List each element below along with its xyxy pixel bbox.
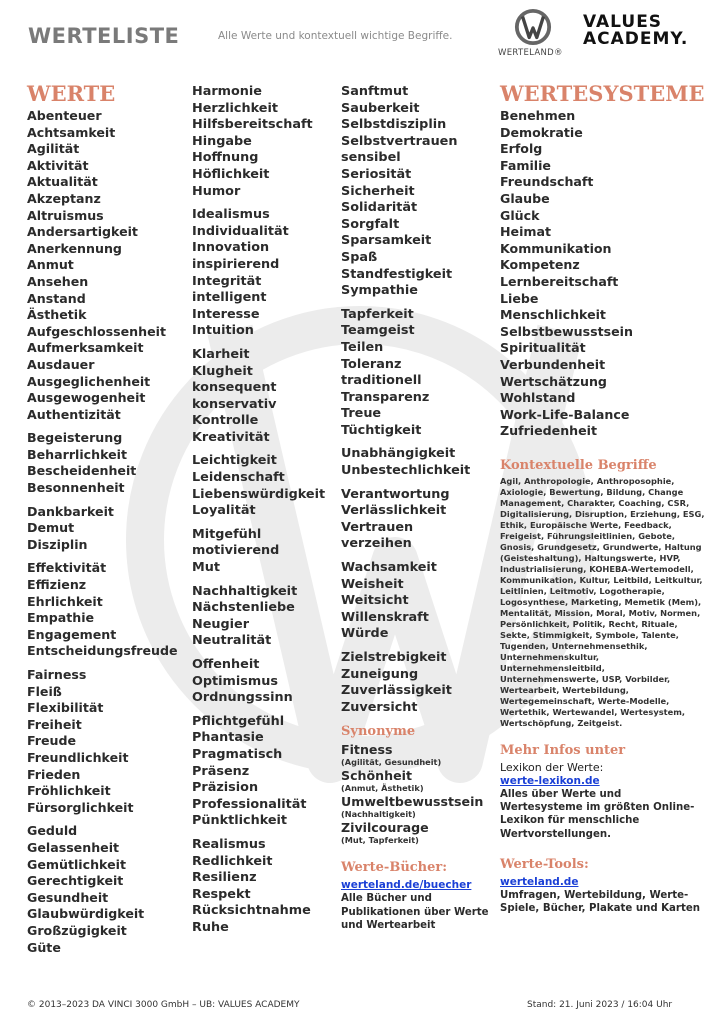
wert-item: inspirierend bbox=[192, 256, 280, 272]
wert-item: Agilität bbox=[27, 141, 80, 157]
wert-item: Unabhängigkeit bbox=[341, 446, 456, 462]
wertesystem-item: Kommunikation bbox=[500, 240, 612, 256]
wert-item: Interesse bbox=[192, 306, 260, 322]
wert-item: Phantasie bbox=[192, 730, 264, 746]
wertesystem-item: Glück bbox=[500, 207, 540, 223]
wert-item: Geduld bbox=[27, 823, 78, 839]
wert-item: Effizienz bbox=[27, 577, 87, 593]
wert-item: Ausdauer bbox=[27, 356, 95, 372]
wert-item: Sanftmut bbox=[341, 84, 409, 99]
wert-item: Selbstvertrauen bbox=[341, 133, 458, 149]
wert-item: Leichtigkeit bbox=[192, 453, 277, 469]
wert-item: Toleranz bbox=[341, 356, 402, 372]
wert-item: Gesundheit bbox=[27, 889, 109, 905]
wert-item: Anstand bbox=[27, 290, 86, 306]
section-heading-kontext: Kontextuelle Begriffe bbox=[500, 457, 657, 473]
column-werte-2 bbox=[192, 84, 340, 937]
wert-item: Freiheit bbox=[27, 716, 82, 732]
wert-item: Freude bbox=[27, 733, 77, 749]
section-heading-buecher: Werte-Bücher: bbox=[341, 860, 448, 876]
kontext-text: Agil, Anthropologie, Anthroposophie, Axiologie, Bewertung, Bildung, Change Management, Charakter, Coaching, CSR, Digitalisierung, Disruption, Erziehung, ESG, Ethik, Europäische Werte, Feedback, Freigeist, Führungsleitlinien, Gebote, Gnosis, Grundgesetz, Grundwerte, Haltung (Geisteshaltung), Haltungswerte, HVP, Industrialisierung, KOHEBA-Wertemodell, Kommunikation, Kultur, Leitbild, Leitkultur, Leitlinien, Leitmotiv, Logotherapie, Logosynthese, Marketing, Memetik (Mem), Mentalität, Mission, Moral, Motiv, Normen, Persönlichkeit, Politik, Recht, Rituale, Sekte, Stimmigkeit, Symbole, Talente, Tugenden, Unternehmensethik, Unternehmenskultur, Unternehmensleitbild, Unternehmenswerte, USP, Vorbilder, Wertearbeit, Wertebildung, Wertegemeinschaft, Werte-Modelle, Wertethik, Wertewandel, Wertesystem, Wertschöpfung, Zeitgeist. bbox=[500, 475, 705, 728]
wertesystem-item: Freundschaft bbox=[500, 174, 594, 190]
werte-group bbox=[192, 527, 340, 577]
wert-item: Vertrauen bbox=[341, 519, 414, 535]
werte-group bbox=[27, 504, 187, 554]
wert-item: Fairness bbox=[27, 667, 87, 682]
wert-item: Spaß bbox=[341, 249, 378, 265]
wert-item: Achtsamkeit bbox=[27, 124, 116, 140]
wert-item: Zielstrebigkeit bbox=[341, 650, 447, 665]
wert-item: Realismus bbox=[192, 836, 266, 852]
wert-item: sensibel bbox=[341, 150, 401, 166]
wert-item: Fürsorglichkeit bbox=[27, 799, 134, 815]
wert-item: Optimismus bbox=[192, 673, 278, 689]
werte-group bbox=[27, 560, 187, 660]
section-heading-wertesysteme: WERTESYSTEME bbox=[500, 81, 705, 106]
wert-item: Güte bbox=[27, 939, 61, 955]
synonym-note: (Mut, Tapferkeit) bbox=[341, 835, 419, 846]
werte-group bbox=[341, 446, 499, 479]
werte-group bbox=[192, 347, 340, 447]
tools-text: Umfragen, Wertebildung, Werte-Spiele, Bücher, Plakate und Karten bbox=[500, 889, 700, 915]
werte-group bbox=[192, 837, 340, 937]
wert-item: Demut bbox=[27, 520, 75, 536]
wert-item: Entscheidungsfreude bbox=[27, 643, 178, 659]
wert-item: Fröhlichkeit bbox=[27, 783, 111, 799]
column-werte bbox=[27, 82, 187, 956]
wert-item: Weisheit bbox=[341, 576, 404, 592]
footer-copyright: © 2013–2023 DA VINCI 3000 GmbH – UB: VALUES ACADEMY bbox=[27, 1000, 300, 1010]
wertesystem-item: Familie bbox=[500, 157, 551, 173]
wert-item: Mitgefühl bbox=[192, 526, 262, 542]
wertesystem-item: Erfolg bbox=[500, 141, 543, 157]
wert-item: Präsenz bbox=[192, 763, 250, 779]
synonym-term: Fitness bbox=[341, 742, 393, 758]
tools-link[interactable]: werteland.de bbox=[500, 875, 579, 888]
synonyme-list bbox=[341, 742, 499, 846]
wert-item: Dankbarkeit bbox=[27, 503, 114, 519]
lexikon-text: Alles über Werte und Wertesysteme im größten Online-Lexikon für menschliche Wertvorstellungen. bbox=[500, 789, 695, 840]
wert-item: Intuition bbox=[192, 323, 254, 339]
wertesystem-item: Wertschätzung bbox=[500, 373, 607, 389]
werte-group bbox=[192, 207, 340, 340]
wert-item: Respekt bbox=[192, 886, 251, 902]
wert-item: Ausgewogenheit bbox=[27, 390, 146, 406]
wert-item: Aufgeschlossenheit bbox=[27, 323, 166, 339]
buecher-text: Alle Bücher und Publikationen über Werte und Wertearbeit bbox=[341, 893, 489, 931]
werte-group bbox=[341, 560, 499, 643]
wert-item: Leidenschaft bbox=[192, 470, 285, 486]
section-heading-tools: Werte-Tools: bbox=[500, 856, 589, 872]
wert-item: Loyalität bbox=[192, 503, 256, 519]
wertesystem-item: Benehmen bbox=[500, 108, 576, 123]
wert-item: Altruismus bbox=[27, 207, 104, 223]
wert-item: Anmut bbox=[27, 257, 74, 273]
wertesystem-item: Work-Life-Balance bbox=[500, 406, 630, 422]
wert-item: Harmonie bbox=[192, 84, 262, 99]
wert-item: intelligent bbox=[192, 290, 267, 306]
page-title: WERTELISTE bbox=[28, 24, 180, 48]
werte-group bbox=[27, 430, 187, 496]
wert-item: Hingabe bbox=[192, 133, 252, 149]
werte-group bbox=[341, 650, 499, 716]
wert-item: Andersartigkeit bbox=[27, 224, 138, 240]
page-subtitle: Alle Werte und kontextuell wichtige Begriffe. bbox=[218, 30, 453, 42]
werte-list bbox=[192, 84, 340, 937]
wert-item: Ruhe bbox=[192, 919, 229, 935]
wert-item: Rücksichtnahme bbox=[192, 903, 311, 919]
wert-item: Ordnungssinn bbox=[192, 690, 293, 706]
wert-item: Anerkennung bbox=[27, 240, 122, 256]
wert-item: Gelassenheit bbox=[27, 839, 120, 855]
wertesystem-item: Kompetenz bbox=[500, 257, 580, 273]
wert-item: konsequent bbox=[192, 380, 277, 396]
wert-item: Beharrlichkeit bbox=[27, 446, 128, 462]
lexikon-label: Lexikon der Werte: bbox=[500, 760, 604, 774]
section-heading-mehr: Mehr Infos unter bbox=[500, 742, 626, 758]
wert-item: Innovation bbox=[192, 240, 270, 256]
wert-item: Gerechtigkeit bbox=[27, 873, 124, 889]
wert-item: Humor bbox=[192, 183, 241, 199]
werteland-logo-text: WERTELAND® bbox=[498, 48, 563, 58]
wert-item: Besonnenheit bbox=[27, 480, 125, 496]
wert-item: Unbestechlichkeit bbox=[341, 463, 471, 479]
werte-group bbox=[192, 584, 340, 650]
wert-item: motivierend bbox=[192, 543, 280, 559]
wertesystem-item: Glaube bbox=[500, 190, 550, 206]
wert-item: Nächstenliebe bbox=[192, 600, 295, 616]
werte-group bbox=[27, 108, 187, 423]
wert-item: Verlässlichkeit bbox=[341, 503, 447, 519]
wert-item: Zuversicht bbox=[341, 699, 418, 715]
wert-item: Gemütlichkeit bbox=[27, 856, 126, 872]
wertesystem-item: Selbstbewusstsein bbox=[500, 323, 633, 339]
wert-item: Präzision bbox=[192, 780, 259, 796]
wert-item: Zuneigung bbox=[341, 666, 419, 682]
wert-item: Ausgeglichenheit bbox=[27, 373, 151, 389]
werte-group bbox=[341, 307, 499, 440]
wert-item: Tüchtigkeit bbox=[341, 422, 422, 438]
wert-item: Integrität bbox=[192, 273, 262, 289]
wert-item: Kreativität bbox=[192, 429, 270, 445]
wert-item: Sparsamkeit bbox=[341, 233, 432, 249]
wert-item: Teamgeist bbox=[341, 323, 415, 339]
wert-item: konservativ bbox=[192, 396, 277, 412]
synonym-term: Zivilcourage bbox=[341, 820, 429, 836]
wertesystem-item: Heimat bbox=[500, 224, 552, 240]
wertesystem-item: Lernbereitschaft bbox=[500, 273, 619, 289]
werte-group bbox=[341, 84, 499, 300]
lexikon-link[interactable]: werte-lexikon.de bbox=[500, 775, 600, 788]
wert-item: Herzlichkeit bbox=[192, 100, 278, 116]
wert-item: Individualität bbox=[192, 223, 289, 239]
synonym-note: (Agilität, Gesundheit) bbox=[341, 757, 442, 768]
wert-item: Sympathie bbox=[341, 283, 418, 299]
wert-item: Solidarität bbox=[341, 200, 418, 216]
wert-item: Ästhetik bbox=[27, 307, 87, 323]
wert-item: Pflichtgefühl bbox=[192, 713, 285, 729]
wert-item: Willenskraft bbox=[341, 609, 429, 625]
wert-item: Zuverlässigkeit bbox=[341, 683, 452, 699]
section-heading-werte: WERTE bbox=[27, 81, 116, 106]
wert-item: Liebenswürdigkeit bbox=[192, 486, 326, 502]
werte-group bbox=[192, 84, 340, 200]
wert-item: traditionell bbox=[341, 373, 422, 389]
synonym-note: (Anmut, Ästhetik) bbox=[341, 783, 424, 794]
wert-item: Begeisterung bbox=[27, 430, 123, 446]
wert-item: Sorgfalt bbox=[341, 216, 400, 232]
wertesystem-item: Zufriedenheit bbox=[500, 423, 598, 439]
werte-list bbox=[27, 108, 187, 956]
wert-item: Klarheit bbox=[192, 346, 250, 362]
werteland-logo-icon bbox=[514, 8, 552, 46]
wert-item: Klugheit bbox=[192, 363, 253, 379]
synonym-term: Umweltbewusstsein bbox=[341, 794, 484, 810]
footer-date: Stand: 21. Juni 2023 / 16:04 Uhr bbox=[527, 1000, 673, 1010]
wert-item: Engagement bbox=[27, 626, 117, 642]
werte-group bbox=[27, 823, 187, 956]
wert-item: Wachsamkeit bbox=[341, 560, 437, 576]
wertesystem-item: Menschlichkeit bbox=[500, 307, 606, 323]
wertesysteme-list bbox=[500, 108, 705, 440]
wert-item: Verantwortung bbox=[341, 486, 450, 502]
wert-item: Aktivität bbox=[27, 157, 89, 173]
wert-item: Authentizität bbox=[27, 406, 121, 422]
werte-group bbox=[27, 667, 187, 816]
wert-item: Disziplin bbox=[27, 536, 88, 552]
synonym-term: Schönheit bbox=[341, 768, 412, 784]
wert-item: Tapferkeit bbox=[341, 306, 414, 322]
werte-group bbox=[341, 487, 499, 553]
wert-item: Neutralität bbox=[192, 633, 272, 649]
wert-item: Abenteuer bbox=[27, 108, 102, 123]
wert-item: Idealismus bbox=[192, 207, 270, 223]
wert-item: Bescheidenheit bbox=[27, 463, 137, 479]
wert-item: Pünktlichkeit bbox=[192, 813, 288, 829]
werte-group bbox=[192, 714, 340, 830]
wert-item: verzeihen bbox=[341, 536, 412, 552]
wert-item: Flexibilität bbox=[27, 700, 104, 716]
wertesystem-item: Verbundenheit bbox=[500, 356, 606, 372]
wert-item: Frieden bbox=[27, 766, 81, 782]
wert-item: Freundlichkeit bbox=[27, 749, 129, 765]
wert-item: Teilen bbox=[341, 339, 384, 355]
wertesystem-item: Wohlstand bbox=[500, 390, 576, 406]
wert-item: Hilfsbereitschaft bbox=[192, 117, 313, 133]
werte-list bbox=[341, 84, 499, 716]
wert-item: Glaubwürdigkeit bbox=[27, 906, 145, 922]
wert-item: Höflichkeit bbox=[192, 166, 270, 182]
wert-item: Ehrlichkeit bbox=[27, 593, 103, 609]
wertesystem-item: Liebe bbox=[500, 290, 539, 306]
wert-item: Sicherheit bbox=[341, 183, 415, 199]
column-werte-3 bbox=[341, 84, 499, 932]
wert-item: Kontrolle bbox=[192, 413, 259, 429]
wertesystem-item: Demokratie bbox=[500, 124, 583, 140]
wert-item: Großzügigkeit bbox=[27, 922, 127, 938]
wert-item: Akzeptanz bbox=[27, 190, 101, 206]
column-wertesysteme bbox=[500, 82, 705, 915]
wert-item: Selbstdisziplin bbox=[341, 117, 447, 133]
wert-item: Redlichkeit bbox=[192, 853, 273, 869]
wert-item: Pragmatisch bbox=[192, 746, 283, 762]
wert-item: Offenheit bbox=[192, 657, 260, 672]
werte-group bbox=[192, 657, 340, 707]
wertesystem-item: Spiritualität bbox=[500, 340, 586, 356]
wert-item: Professionalität bbox=[192, 796, 307, 812]
wert-item: Treue bbox=[341, 406, 382, 422]
wert-item: Transparenz bbox=[341, 389, 430, 405]
wert-item: Ansehen bbox=[27, 273, 89, 289]
wert-item: Aktualität bbox=[27, 174, 98, 190]
wert-item: Aufmerksamkeit bbox=[27, 340, 144, 356]
wert-item: Fleiß bbox=[27, 683, 62, 699]
buecher-link[interactable]: werteland.de/buecher bbox=[341, 879, 472, 892]
values-academy-logo: VALUES ACADEMY. bbox=[583, 12, 689, 49]
werte-group bbox=[192, 453, 340, 519]
wert-item: Würde bbox=[341, 626, 389, 642]
wert-item: Effektivität bbox=[27, 560, 107, 576]
synonym-note: (Nachhaltigkeit) bbox=[341, 809, 416, 820]
wert-item: Standfestigkeit bbox=[341, 266, 453, 282]
wert-item: Seriosität bbox=[341, 166, 412, 182]
wert-item: Weitsicht bbox=[341, 593, 409, 609]
wert-item: Mut bbox=[192, 560, 220, 576]
wert-item: Resilienz bbox=[192, 870, 257, 886]
wert-item: Nachhaltigkeit bbox=[192, 583, 298, 599]
wert-item: Sauberkeit bbox=[341, 100, 420, 116]
wert-item: Hoffnung bbox=[192, 150, 259, 166]
wert-item: Neugier bbox=[192, 616, 250, 632]
wert-item: Empathie bbox=[27, 610, 95, 626]
section-heading-synonyme: Synonyme bbox=[341, 724, 416, 740]
